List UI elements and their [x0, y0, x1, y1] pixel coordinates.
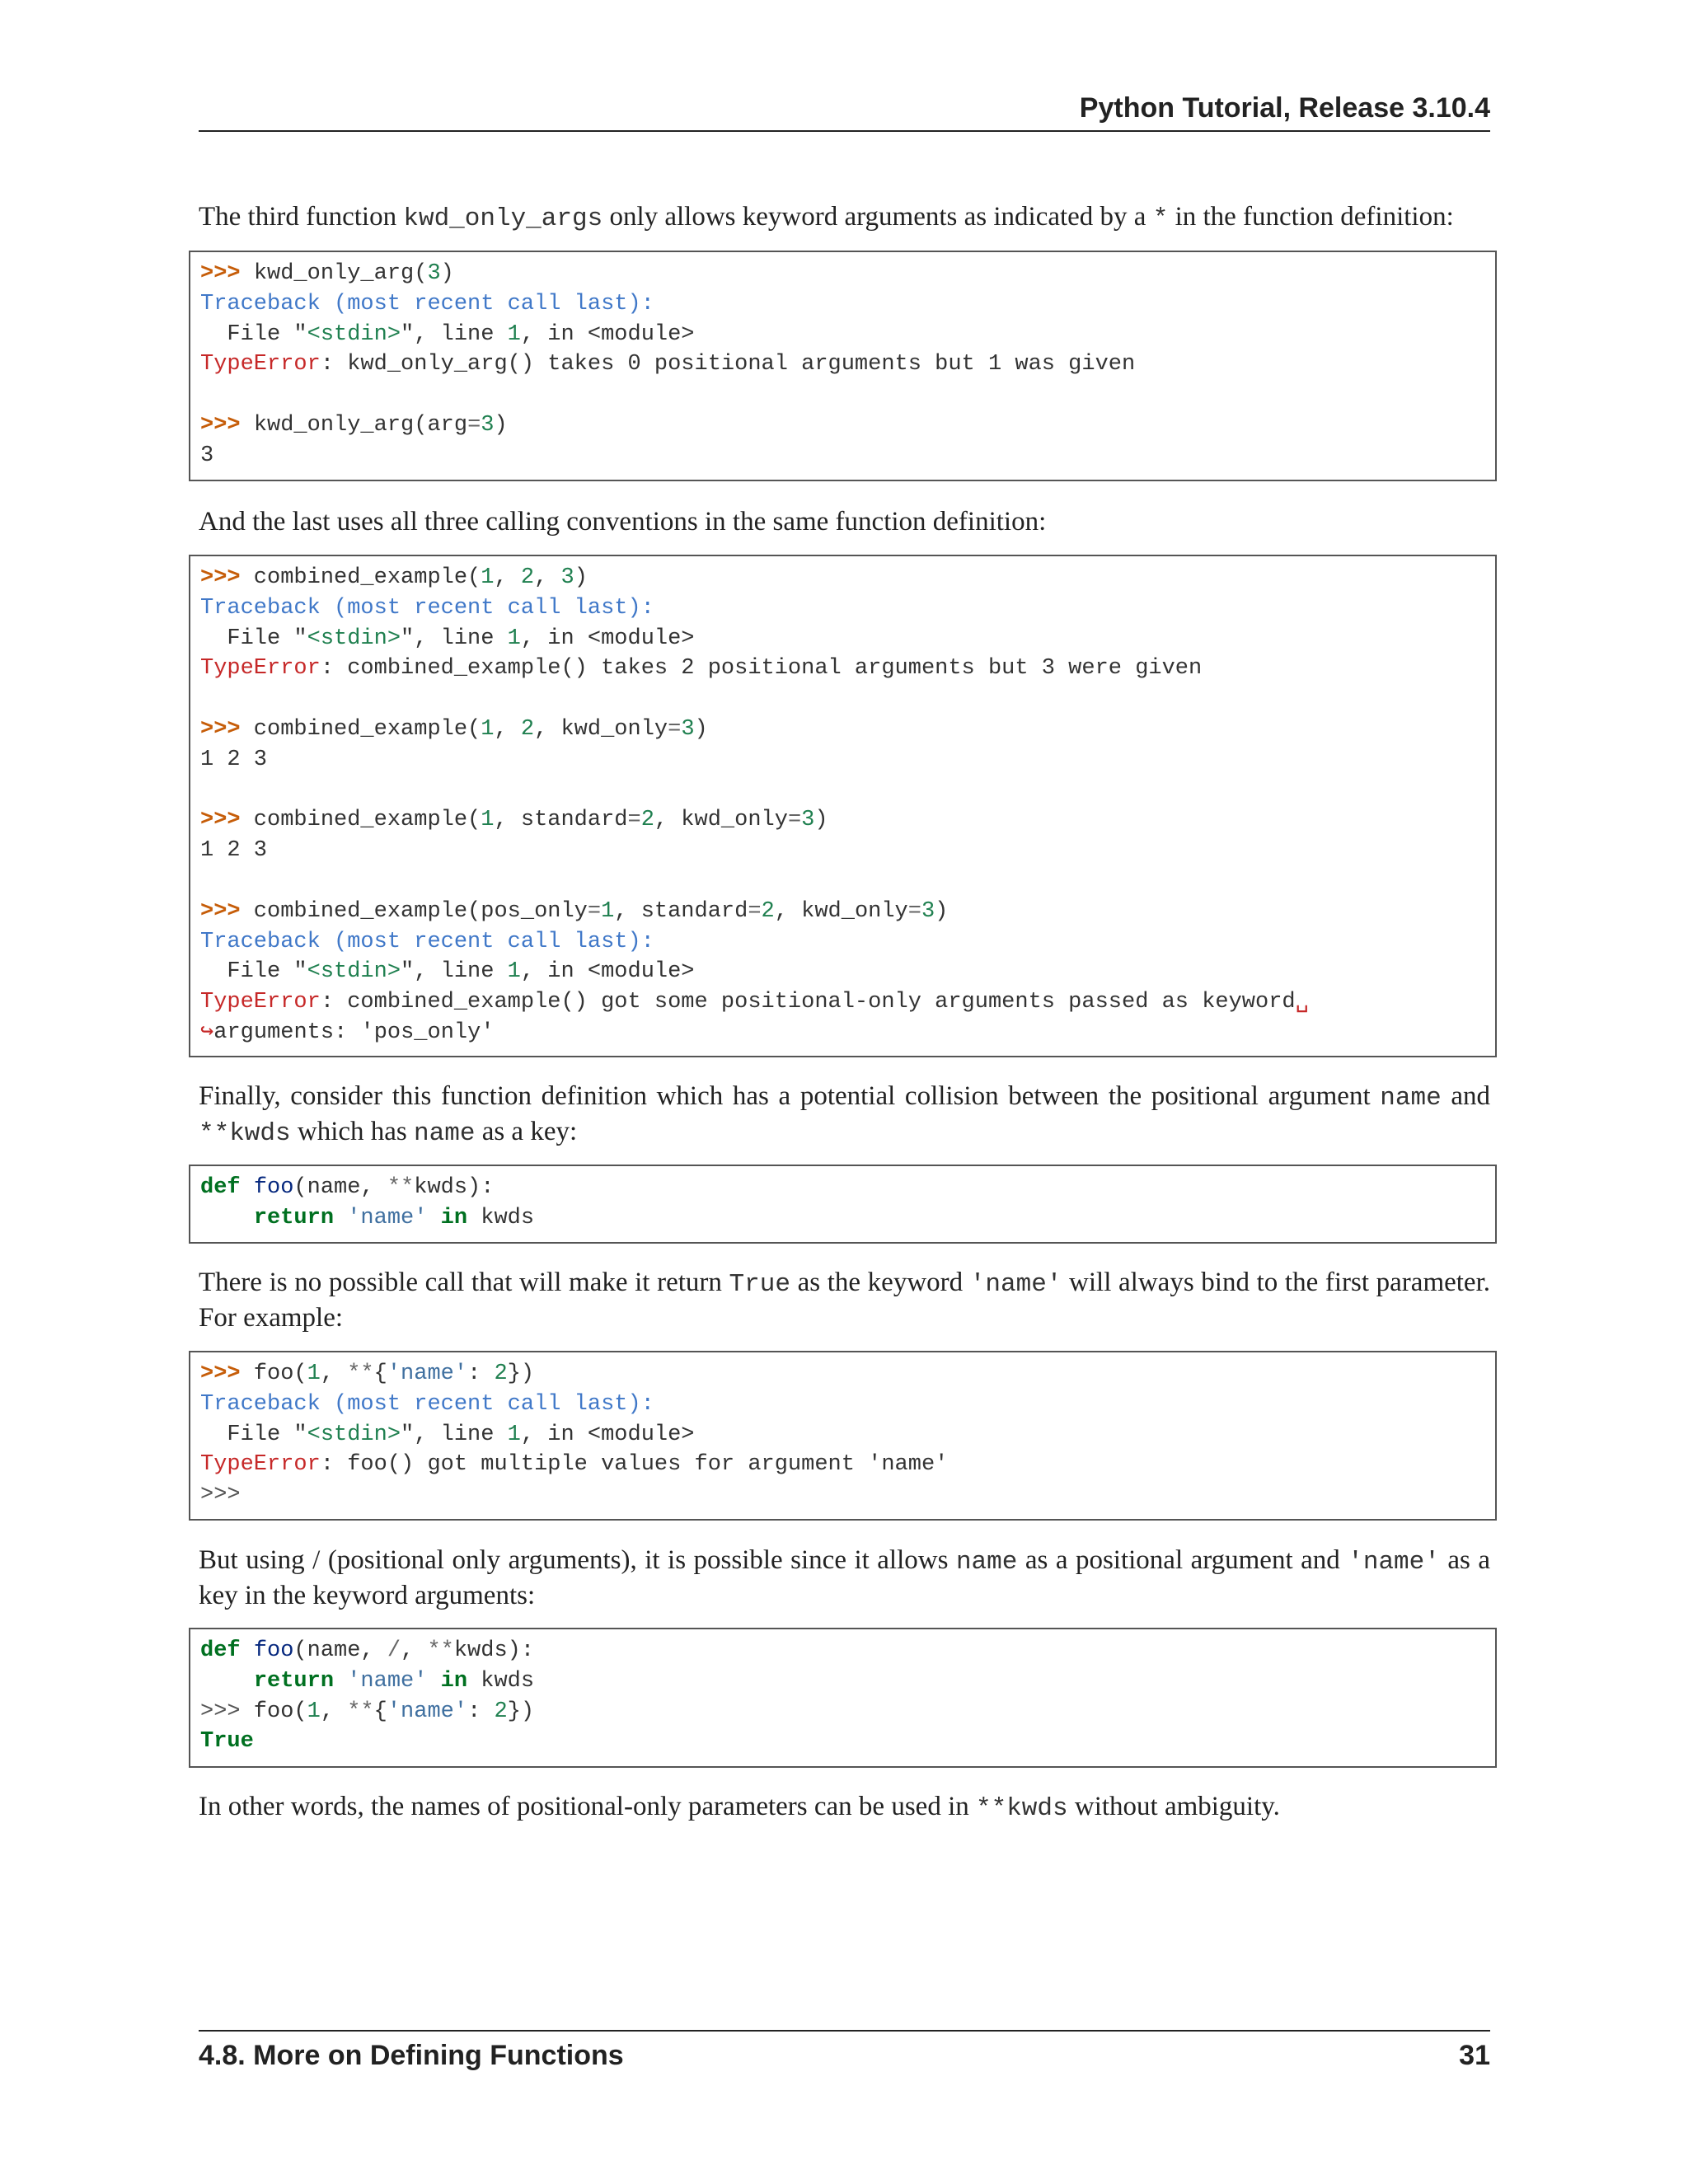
continuation-arrow-icon: ↪ — [200, 1019, 214, 1045]
code-block-foo-slash — [189, 1628, 1497, 1768]
code-text: >>> kwd_only_arg(3) Traceback (most recent call last): File "<stdin>", line 1, in <module> TypeError: kwd_only_arg() takes 0 positional arguments but 1 was given >>> kwd_only_arg(arg=3) 3 — [200, 261, 1136, 468]
paragraph-kwd-only-intro: The third function kwd_only_args only allows keyword arguments as indicated by a * in the function definition: — [199, 202, 1454, 233]
code-block-foo-error — [189, 1351, 1497, 1521]
page-number: 31 — [1459, 2040, 1490, 2071]
paragraph-combined-intro: And the last uses all three calling conventions in the same function definition: — [199, 507, 1047, 537]
header-title: Python Tutorial, Release 3.10.4 — [1079, 92, 1490, 124]
code-text: >>> foo(1, **{'name': 2}) Traceback (most recent call last): File "<stdin>", line 1, in <module> TypeError: foo() got multiple values for argument 'name' >>> — [200, 1361, 949, 1508]
line-wrap-icon: ␣ — [1295, 990, 1309, 1015]
footer-section-title: 4.8. More on Defining Functions — [199, 2040, 624, 2071]
running-footer — [199, 2030, 1490, 2078]
paragraph-conclusion: In other words, the names of positional-only parameters can be used in **kwds without ambiguity. — [199, 1792, 1280, 1823]
code-text: def foo(name, /, **kwds): return 'name' in kwds >>> foo(1, **{'name': 2}) True — [200, 1638, 535, 1755]
paragraph-collision-intro: Finally, consider this function definition which has a potential collision between the positional argument name and **kwds which has name as a key: — [199, 1081, 1490, 1148]
paragraph-no-possible-call: There is no possible call that will make it return True as the keyword 'name' will always bind to the first parameter. For example: — [199, 1268, 1490, 1333]
code-text: def foo(name, **kwds): return 'name' in kwds — [200, 1175, 535, 1230]
running-header — [199, 89, 1490, 132]
code-block-combined — [189, 555, 1497, 1057]
code-block-foo-def — [189, 1165, 1497, 1244]
code-block-kwd-only — [189, 251, 1497, 481]
code-text: >>> combined_example(1, 2, 3) Traceback (most recent call last): File "<stdin>", line 1, in <module> TypeError: combined_example() takes 2 positional arguments but 3 were given >>> combined_example(1, 2, kwd_only=3) 1 2 3 >>> combined_example(1, standard=2, kwd_only=3) 1 2 3 >>> combined_example(pos_only=1, standard=2, kwd_only=3) Traceback (most recent call last): File "<stdin>", line 1, in <module> TypeError: combined_example() got some positional-only arguments passed as keyword␣ ↪arguments: 'pos_only' — [200, 565, 1309, 1045]
paragraph-positional-only: But using / (positional only arguments), it is possible since it allows name as a positional argument and 'name' as a key in the keyword arguments: — [199, 1545, 1490, 1610]
